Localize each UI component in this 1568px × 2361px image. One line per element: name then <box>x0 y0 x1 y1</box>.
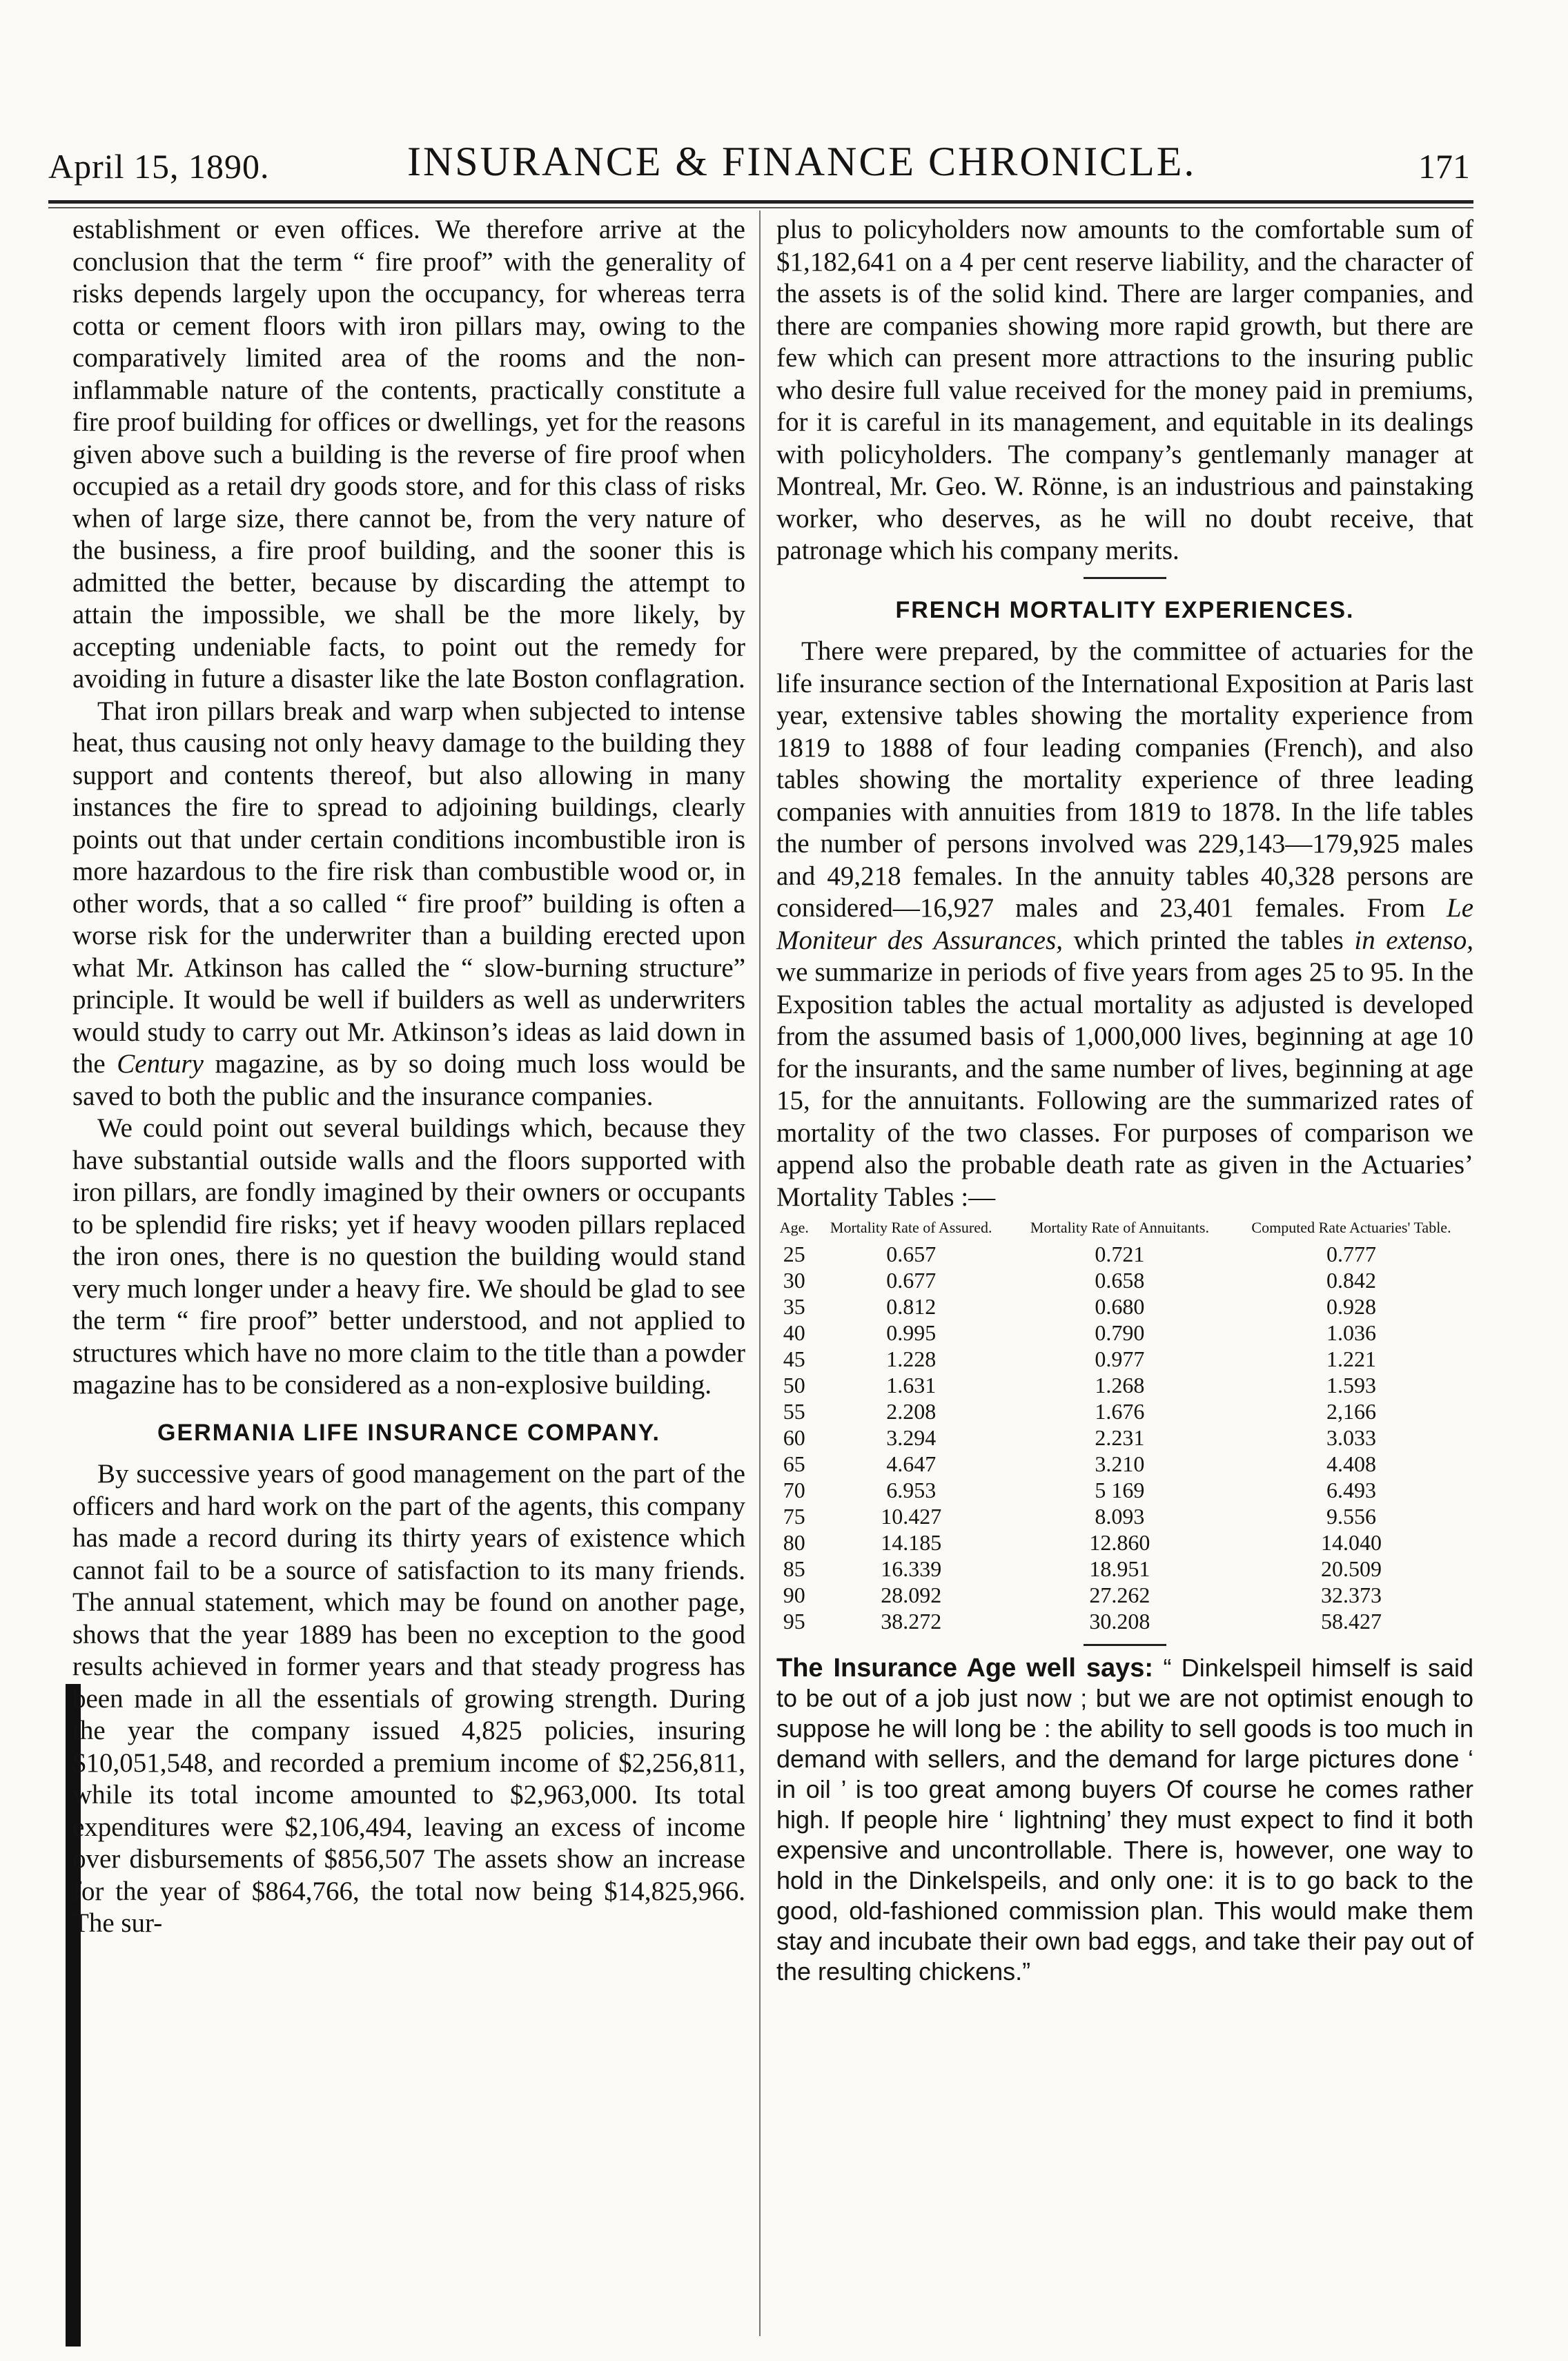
table-cell: 85 <box>783 1556 805 1581</box>
table-cell: 30 <box>783 1268 805 1293</box>
table-row <box>776 1241 1473 1267</box>
table-row <box>776 1556 1473 1582</box>
header-rule-thin <box>48 207 1473 208</box>
table-row <box>776 1451 1473 1477</box>
french-mortality-heading: FRENCH MORTALITY EXPERIENCES. <box>895 596 1355 623</box>
table-cell: 0.928 <box>1326 1294 1376 1319</box>
table-cell: 28.092 <box>881 1583 942 1607</box>
table-row <box>776 1582 1473 1608</box>
mortality-table <box>776 1216 1473 1634</box>
table-cell: 14.040 <box>1320 1530 1382 1555</box>
table-row <box>776 1293 1473 1320</box>
table-row <box>776 1372 1473 1398</box>
table-cell: 3.294 <box>886 1425 937 1450</box>
table-cell: 60 <box>783 1425 805 1450</box>
publication-title: INSURANCE & FINANCE CHRONICLE. <box>407 139 1197 184</box>
table-cell: 65 <box>783 1451 805 1476</box>
table-cell: 0.995 <box>886 1320 937 1345</box>
fire-proof-paragraph-2: That iron pillars break and warp when subjected to intense heat, thus causing not only heavy damage to the building they support and contents thereof, but also allowing in many instances the fire to spread to adjoining buildings, clearly points out that under certain conditions incombustible iron is more hazardous to the fire risk than combustible wood or, in other words, that a so called “ fire proof” building is often a worse risk for the underwriter than a building erected upon what Mr. Atkinson has called the “ slow-burning structure” principle. It would be well if builders as well as underwriters would study to carry out Mr. Atkinson’s ideas as laid down in the Century magazine, as by so doing much loss would be saved to both the public and the insurance companies. <box>72 696 746 1111</box>
table-cell: 0.677 <box>886 1268 937 1293</box>
table-row <box>776 1477 1473 1503</box>
table-cell: 0.790 <box>1095 1320 1145 1345</box>
section-rule <box>1084 577 1166 579</box>
table-cell: 1.631 <box>886 1373 937 1398</box>
table-cell: 45 <box>783 1346 805 1371</box>
table-cell: 3.210 <box>1095 1451 1145 1476</box>
table-header-row <box>776 1216 1473 1241</box>
table-cell: 50 <box>783 1373 805 1398</box>
table-cell: 0.658 <box>1095 1268 1145 1293</box>
section-rule <box>1084 1644 1166 1646</box>
table-cell: 1.228 <box>886 1346 937 1371</box>
left-column <box>72 214 745 1940</box>
fire-proof-paragraph-3: We could point out several buildings which, because they have substantial outside walls and the floors supported with iron pillars, are fondly imagined by their owners or occupants to be splendid fire risks; yet if heavy wooden pillars replaced the iron ones, there is no question the building would stand very much longer under a heavy fire. We should be glad to see the term “ fire proof” better understood, and not applied to structures which have no more claim to the title than a powder magazine has to be considered as a non-explosive building. <box>72 1113 745 1400</box>
table-row <box>776 1424 1473 1451</box>
table-cell: 16.339 <box>881 1556 942 1581</box>
table-cell: 38.272 <box>881 1609 942 1634</box>
table-cell: 4.408 <box>1326 1451 1376 1476</box>
column-divider <box>759 210 761 2336</box>
table-cell: 25 <box>783 1242 805 1266</box>
table-cell: 1.676 <box>1095 1399 1145 1424</box>
table-cell: 0.657 <box>886 1242 937 1266</box>
table-cell: 70 <box>783 1478 805 1502</box>
table-cell: 35 <box>783 1294 805 1319</box>
insurance-age-quote: The Insurance Age well says: “ Dinkelspeil himself is said to be out of a job just now ; but we are not optimist enough to suppose he will long be : the ability to sell goods is too much in demand with sellers, and the demand for large pictures done ‘ in oil ’ is too great among buyers Of course he comes rather high. If people hire ‘ lightning’ they must expect to find it both expensive and uncontrollable. There is, however, one way to hold in the Dinkelspeils, and only one: it is to go back to the good, old-fashioned commission plan. This would make them stay and incubate their own bad eggs, and take their pay out of the resulting chickens.” <box>776 1654 1473 1986</box>
table-cell: 0.721 <box>1095 1242 1145 1266</box>
table-cell: 0.842 <box>1326 1268 1376 1293</box>
table-cell: 20.509 <box>1320 1556 1382 1581</box>
germania-heading: GERMANIA LIFE INSURANCE COMPANY. <box>157 1419 660 1446</box>
table-cell: 8.093 <box>1095 1504 1145 1529</box>
mortality-table-body <box>776 1241 1473 1634</box>
page-header <box>48 138 1470 193</box>
col-header-age: Age. <box>779 1219 809 1236</box>
table-row <box>776 1529 1473 1556</box>
table-cell: 9.556 <box>1326 1504 1376 1529</box>
table-cell: 2,166 <box>1326 1399 1376 1424</box>
table-cell: 1.268 <box>1095 1373 1145 1398</box>
table-cell: 90 <box>783 1583 805 1607</box>
header-rule <box>48 200 1473 204</box>
table-cell: 1.036 <box>1326 1320 1376 1345</box>
table-cell: 58.427 <box>1320 1609 1382 1634</box>
germania-continued-paragraph: plus to policyholders now amounts to the comfortable sum of $1,182,641 on a 4 per cent reserve liability, and the character of the assets is of the solid kind. There are larger companies, and there are companies showing more rapid growth, but there are few which can present more attractions to the insuring public who desire full value received for the money paid in premiums, for it is careful in its management, and equitable in its dealings with policyholders. The company’s gentlemanly manager at Montreal, Mr. Geo. W. Rönne, is an industrious and painstaking worker, who deserves, as he will no doubt receive, that patronage which his company merits. <box>776 215 1473 565</box>
right-column <box>776 214 1473 1987</box>
table-cell: 55 <box>783 1399 805 1424</box>
table-cell: 5 169 <box>1095 1478 1145 1502</box>
century-magazine-title: Century <box>117 1049 204 1079</box>
french-mortality-paragraph: There were prepared, by the committee of actuaries for the life insurance section of the International Exposition at Paris last year, extensive tables showing the mortality experience from 1819 to 1888 of four leading companies (French), and also tables showing the mortality experience of three leading companies with annuities from 1819 to 1878. In the life tables the number of persons involved was 229,143—179,925 males and 49,218 females. In the annuity tables 40,328 persons are considered—16,927 males and 23,401 females. From Le Moniteur des Assurances, which printed the tables in extenso, we summarize in periods of five years from ages 25 to 95. In the Exposition tables the actual mortality as adjusted is developed from the assumed basis of 1,000,000 lives, beginning at age 10 for the insurants, and the same number of lives, beginning at age 15, for the annuitants. Following are the summarized rates of mortality of the two classes. For purposes of comparison we append also the probable death rate as given in the Actuaries’ Mortality Tables :— <box>776 636 1473 1212</box>
table-cell: 0.777 <box>1326 1242 1376 1266</box>
table-cell: 40 <box>783 1320 805 1345</box>
table-cell: 12.860 <box>1089 1530 1150 1555</box>
table-row <box>776 1267 1473 1293</box>
table-row <box>776 1398 1473 1424</box>
table-cell: 18.951 <box>1089 1556 1150 1581</box>
table-cell: 30.208 <box>1089 1609 1150 1634</box>
table-cell: 1.221 <box>1326 1346 1376 1371</box>
col-header-annuitants: Mortality Rate of Annuitants. <box>1030 1219 1209 1236</box>
table-cell: 4.647 <box>886 1451 937 1476</box>
table-row <box>776 1320 1473 1346</box>
germania-paragraph: By successive years of good management on the part of the officers and hard work on the part of the agents, this company has made a record during its thirty years of existence which cannot fail to be a source of satisfaction to its many friends. The annual statement, which may be found on another page, shows that the year 1889 has been no exception to the good results achieved in former years and that steady progress has been made in all the essentials of growing strength. During the year the company issued 4,825 policies, insuring $10,051,548, and recorded a premium income of $2,256,811, while its total income amounted to $2,963,000. Its total expenditures were $2,106,494, leaving an excess of income over disbursements of $856,507 The assets show an increase for the year of $864,766, the total now being $14,825,966. The sur- <box>72 1459 745 1938</box>
table-cell: 32.373 <box>1320 1583 1382 1607</box>
table-cell: 80 <box>783 1530 805 1555</box>
fire-proof-paragraph-1: establishment or even offices. We therefore arrive at the conclusion that the term “ fire proof” with the generality of risks depends largely upon the occupancy, for whereas terra cotta or cement floors with iron pillars may, owing to the comparatively limited area of the rooms and the non-inflammable nature of the contents, practically constitute a fire proof building for offices or dwellings, yet for the reasons given above such a building is the reverse of fire proof when occupied as a retail dry goods store, and for this class of risks when of large size, there cannot be, from the very nature of the business, a fire proof building, and the sooner this is admitted the better, because by discarding the attempt to attain the impossible, we shall be the more likely, by accepting undeniable facts, to point out the remedy for avoiding in future a disaster like the late Boston conflagration. <box>72 215 745 694</box>
table-cell: 2.208 <box>886 1399 937 1424</box>
col-header-actuaries: Computed Rate Actuaries' Table. <box>1251 1219 1451 1236</box>
table-cell: 3.033 <box>1326 1425 1376 1450</box>
table-cell: 95 <box>783 1609 805 1634</box>
table-row <box>776 1608 1473 1634</box>
table-cell: 6.493 <box>1326 1478 1376 1502</box>
table-cell: 27.262 <box>1089 1583 1150 1607</box>
page-number: 171 <box>1418 147 1470 186</box>
table-cell: 6.953 <box>886 1478 937 1502</box>
table-cell: 75 <box>783 1504 805 1529</box>
table-row <box>776 1503 1473 1529</box>
table-cell: 0.977 <box>1095 1346 1145 1371</box>
table-row <box>776 1346 1473 1372</box>
col-header-assured: Mortality Rate of Assured. <box>830 1219 992 1236</box>
table-cell: 1.593 <box>1326 1373 1376 1398</box>
table-cell: 0.680 <box>1095 1294 1145 1319</box>
table-cell: 10.427 <box>881 1504 942 1529</box>
table-cell: 0.812 <box>886 1294 937 1319</box>
table-cell: 2.231 <box>1095 1425 1145 1450</box>
issue-date: April 15, 1890. <box>48 147 270 186</box>
table-cell: 14.185 <box>881 1530 942 1555</box>
